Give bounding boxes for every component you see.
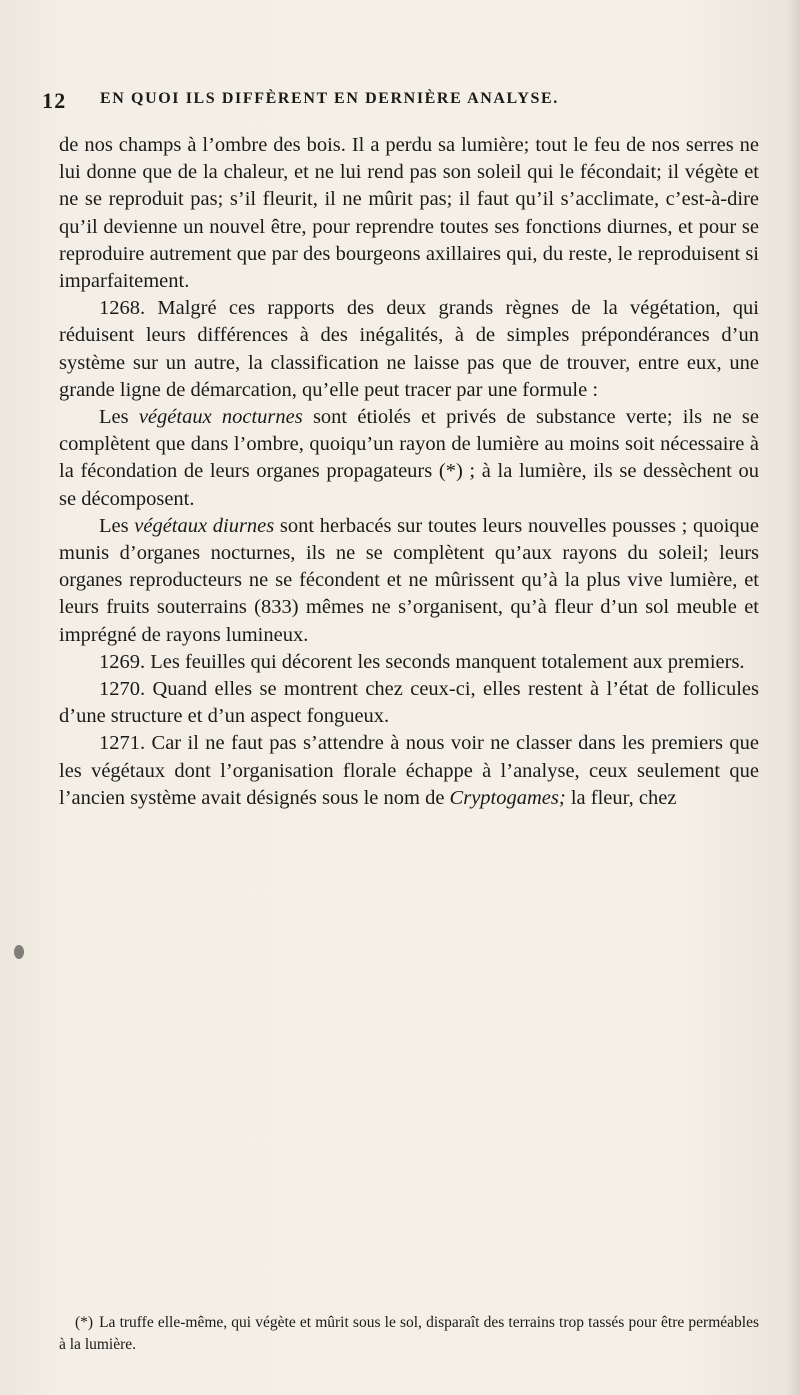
ink-blot-mark bbox=[14, 945, 24, 959]
paragraph-1271-start: 1271. Car il ne faut pas s’attendre à nous voir ne classer dans les premiers que les végétaux dont l’organisation florale échappe à l’analyse, ceux seulement que l’ancien système avait désignés sous le nom de bbox=[59, 732, 759, 809]
paragraph-1271 bbox=[59, 730, 759, 812]
paragraph-nocturnes bbox=[59, 404, 759, 513]
paragraph-nocturnes-rest: sont étiolés et privés de substance verte; ils ne se complètent que dans l’ombre, quoiqu’un rayon de lumière au moins soit nécessaire à la fécondation de leurs organes propagateurs (*) ; à la lumière, ils se dessèchent ou se décomposent. bbox=[59, 406, 759, 510]
paragraph-1269: 1269. Les feuilles qui décorent les seconds manquent totalement aux premiers. bbox=[99, 650, 745, 673]
footnote-marker: (*) bbox=[75, 1314, 94, 1331]
body-text bbox=[59, 132, 759, 812]
paragraph-diurnes-start: Les bbox=[99, 514, 135, 537]
running-title: EN QUOI ILS DIFFÈRENT EN DERNIÈRE ANALYSE. bbox=[100, 90, 559, 107]
page-header bbox=[42, 88, 742, 116]
paragraph-1268: 1268. Malgré ces rapports des deux grands règnes de la végétation, qui réduisent leurs différences à des inégalités, à de simples prépondérances d’un système sur un autre, la classification ne laisse pas que de trouver, entre eux, une grande ligne de démarcation, qu’elle peut tracer par une formule : bbox=[59, 297, 759, 401]
term-cryptogames: Cryptogames; bbox=[449, 786, 566, 809]
paragraph-nocturnes-start: Les bbox=[99, 406, 139, 429]
paragraph-1270: 1270. Quand elles se montrent chez ceux-ci, elles restent à l’état de follicules d’une structure et d’un aspect fongueux. bbox=[59, 678, 759, 728]
term-vegetaux-diurnes: végétaux diurnes bbox=[134, 514, 275, 537]
footnote-paragraph bbox=[59, 1312, 759, 1356]
paragraph-diurnes bbox=[59, 513, 759, 649]
paragraph-1271-rest: la fleur, chez bbox=[565, 786, 677, 809]
term-vegetaux-nocturnes: végétaux nocturnes bbox=[138, 406, 303, 429]
paragraph-1: de nos champs à l’ombre des bois. Il a perdu sa lumière; tout le feu de nos serres ne lui donne que de la chaleur, et ne lui rend pas son soleil qui le fécondait; il végète et ne se reproduit pas; s’il fleurit, il ne mûrit pas; il faut qu’il s’acclimate, c’est-à-dire qu’il devienne un nouvel être, pour reprendre toutes ses fonctions diurnes, et pour se reproduire autrement que par des bourgeons axillaires qui, du reste, le reproduisent si imparfaitement. bbox=[59, 134, 759, 293]
footnote bbox=[59, 1312, 759, 1356]
paragraph-diurnes-rest: sont herbacés sur toutes leurs nouvelles pousses ; quoique munis d’organes nocturnes, ils ne se complètent qu’aux rayons du soleil; leurs organes reproducteurs ne se fécondent et ne mûrissent qu’à la plus vive lumière, et leurs fruits souterrains (833) mêmes ne s’organisent, qu’à fleur d’un sol meuble et imprégné de rayons lumineux. bbox=[59, 514, 759, 646]
page-number: 12 bbox=[42, 88, 67, 113]
page-edge-shadow bbox=[786, 0, 800, 1395]
footnote-text: La truffe elle-même, qui végète et mûrit sous le sol, disparaît des terrains trop tassés pour être perméables à la lumière. bbox=[59, 1314, 759, 1353]
